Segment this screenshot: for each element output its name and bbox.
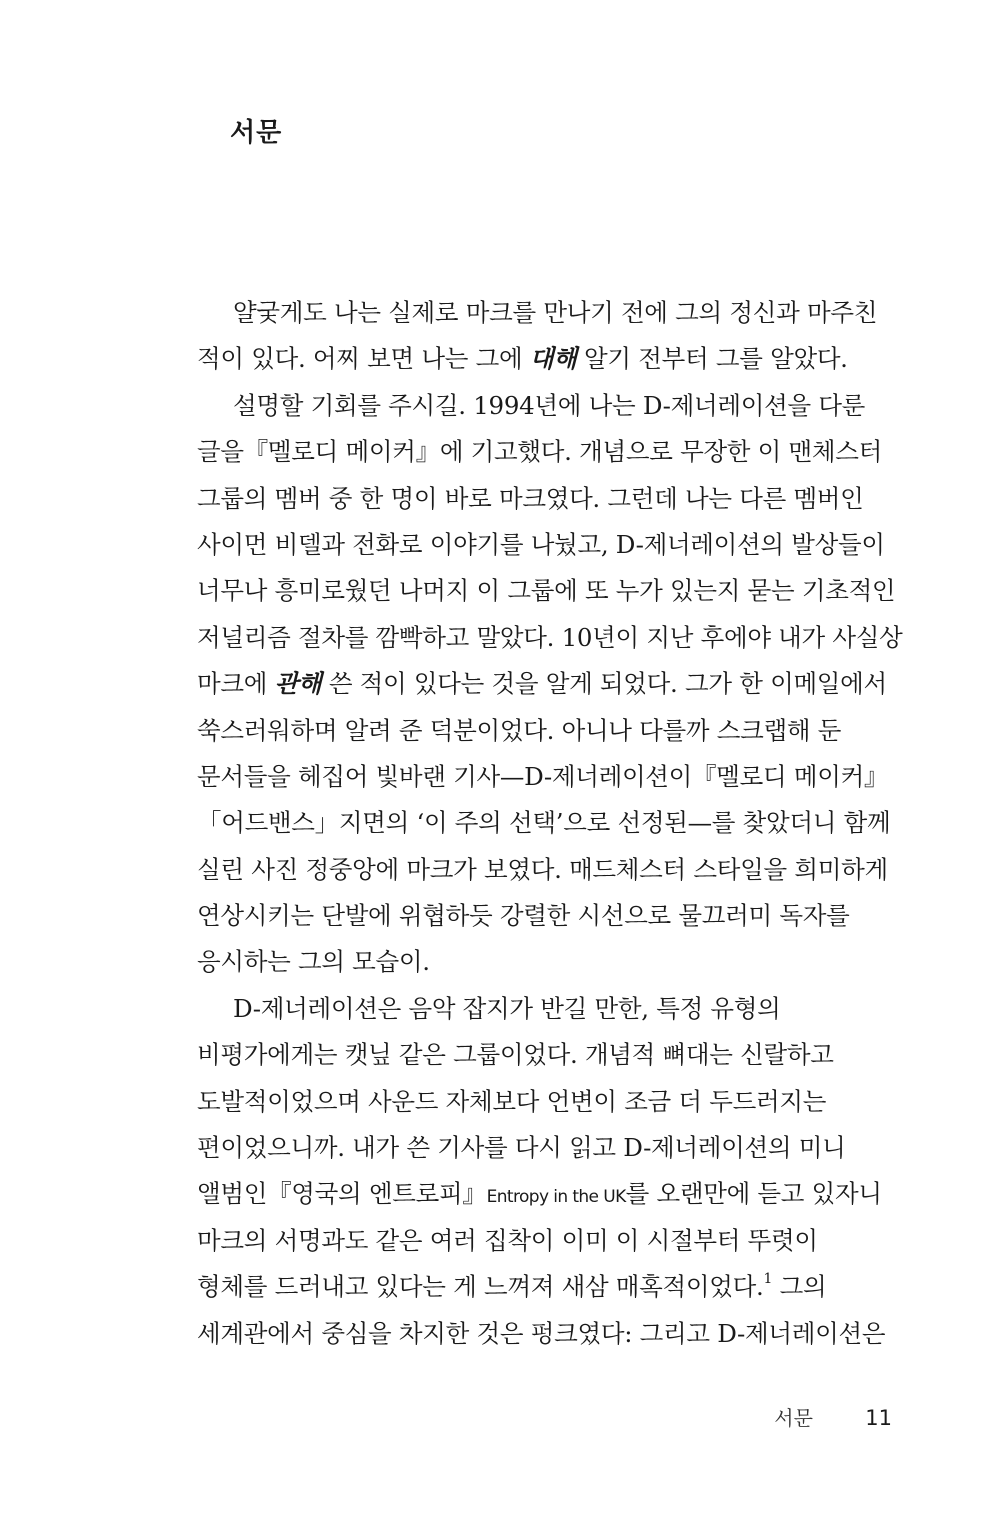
text-line (197, 1032, 897, 1078)
chapter-title: 서문 (230, 118, 283, 148)
running-head: 서문 (774, 1406, 813, 1430)
footnote-marker: 1 (763, 1271, 773, 1288)
original-title: Entropy in the UK (486, 1187, 626, 1208)
text-line (197, 615, 903, 661)
text-segment: 저널리즘 절차를 깜빡하고 말았다. 10년이 지난 후에야 내가 사실상 (197, 622, 903, 652)
text-line (197, 1218, 897, 1264)
text-segment: 문서들을 헤집어 빛바랜 기사—D-제너레이션이『멜로디 메이커』 (197, 761, 889, 791)
text-segment: 형체를 드러내고 있다는 게 느껴져 새삼 매혹적이었다. (197, 1272, 764, 1302)
text-line (197, 1311, 897, 1357)
text-line (197, 429, 897, 475)
text-segment: 그의 (772, 1272, 827, 1302)
text-segment: 쑥스러워하며 알려 준 덕분이었다. 아니나 다를까 스크랩해 둔 (197, 715, 842, 745)
text-segment: 세계관에서 중심을 차지한 것은 펑크였다: 그리고 D-제너레이션은 (197, 1318, 886, 1348)
emphasized-word: 관해 (274, 669, 322, 699)
text-segment: 실린 사진 정중앙에 마크가 보였다. 매드체스터 스타일을 희미하게 (197, 854, 888, 884)
page-footer (774, 1402, 892, 1431)
text-segment: 편이었으니까. 내가 쓴 기사를 다시 읽고 D-제너레이션의 미니 (197, 1133, 846, 1163)
text-segment: D-제너레이션은 음악 잡지가 반길 만한, 특정 유형의 (233, 993, 781, 1023)
text-line (197, 290, 897, 336)
text-line (197, 1264, 897, 1310)
text-segment: 설명할 기회를 주시길. 1994년에 나는 D-제너레이션을 다룬 (233, 390, 866, 420)
text-line (197, 383, 897, 429)
text-line (197, 336, 897, 382)
text-segment: 알기 전부터 그를 알았다. (576, 344, 848, 374)
text-line (197, 847, 897, 893)
text-segment: 너무나 흥미로웠던 나머지 이 그룹에 또 누가 있는지 묻는 기초적인 (197, 576, 896, 606)
text-line (197, 893, 897, 939)
text-segment: 마크의 서명과도 같은 여러 집착이 이미 이 시절부터 뚜렷이 (197, 1225, 818, 1255)
text-line (197, 1079, 897, 1125)
text-segment: 비평가에게는 캣닢 같은 그룹이었다. 개념적 뼈대는 신랄하고 (197, 1040, 834, 1070)
text-segment: 사이먼 비델과 전화로 이야기를 나눴고, D-제너레이션의 발상들이 (197, 529, 885, 559)
text-line (197, 754, 897, 800)
text-line (197, 476, 897, 522)
text-line (197, 661, 897, 707)
text-line (197, 939, 897, 985)
text-line (197, 1171, 897, 1217)
text-segment: 응시하는 그의 모습이. (197, 947, 430, 977)
text-segment: 「어드밴스」지면의 ‘이 주의 선택’으로 선정된—를 찾았더니 함께 (197, 808, 891, 838)
text-segment: 마크에 (197, 669, 275, 699)
text-segment: 쓴 적이 있다는 것을 알게 되었다. 그가 한 이메일에서 (321, 669, 887, 699)
text-line (197, 1125, 897, 1171)
text-segment: 연상시키는 단발에 위협하듯 강렬한 시선으로 물끄러미 독자를 (197, 901, 850, 931)
text-segment: 적이 있다. 어찌 보면 나는 그에 (197, 344, 530, 374)
text-segment: 그룹의 멤버 중 한 명이 바로 마크였다. 그런데 나는 다른 멤버인 (197, 483, 864, 513)
text-segment: 도발적이었으며 사운드 자체보다 언변이 조금 더 두드러지는 (197, 1086, 827, 1116)
body-text (197, 290, 903, 1357)
text-segment: 얄궂게도 나는 실제로 마크를 만나기 전에 그의 정신과 마주친 (233, 298, 878, 327)
text-line (197, 800, 897, 846)
text-line (197, 708, 897, 754)
text-line (197, 568, 897, 614)
text-line (197, 522, 897, 568)
text-segment: 를 오랜만에 듣고 있자니 (625, 1179, 882, 1209)
text-line (197, 986, 897, 1032)
text-segment: 앨범인『영국의 엔트로피』 (197, 1179, 487, 1209)
text-segment: 글을『멜로디 메이커』에 기고했다. 개념으로 무장한 이 맨체스터 (197, 437, 882, 467)
emphasized-word: 대해 (529, 344, 577, 374)
page-number: 11 (865, 1406, 892, 1430)
